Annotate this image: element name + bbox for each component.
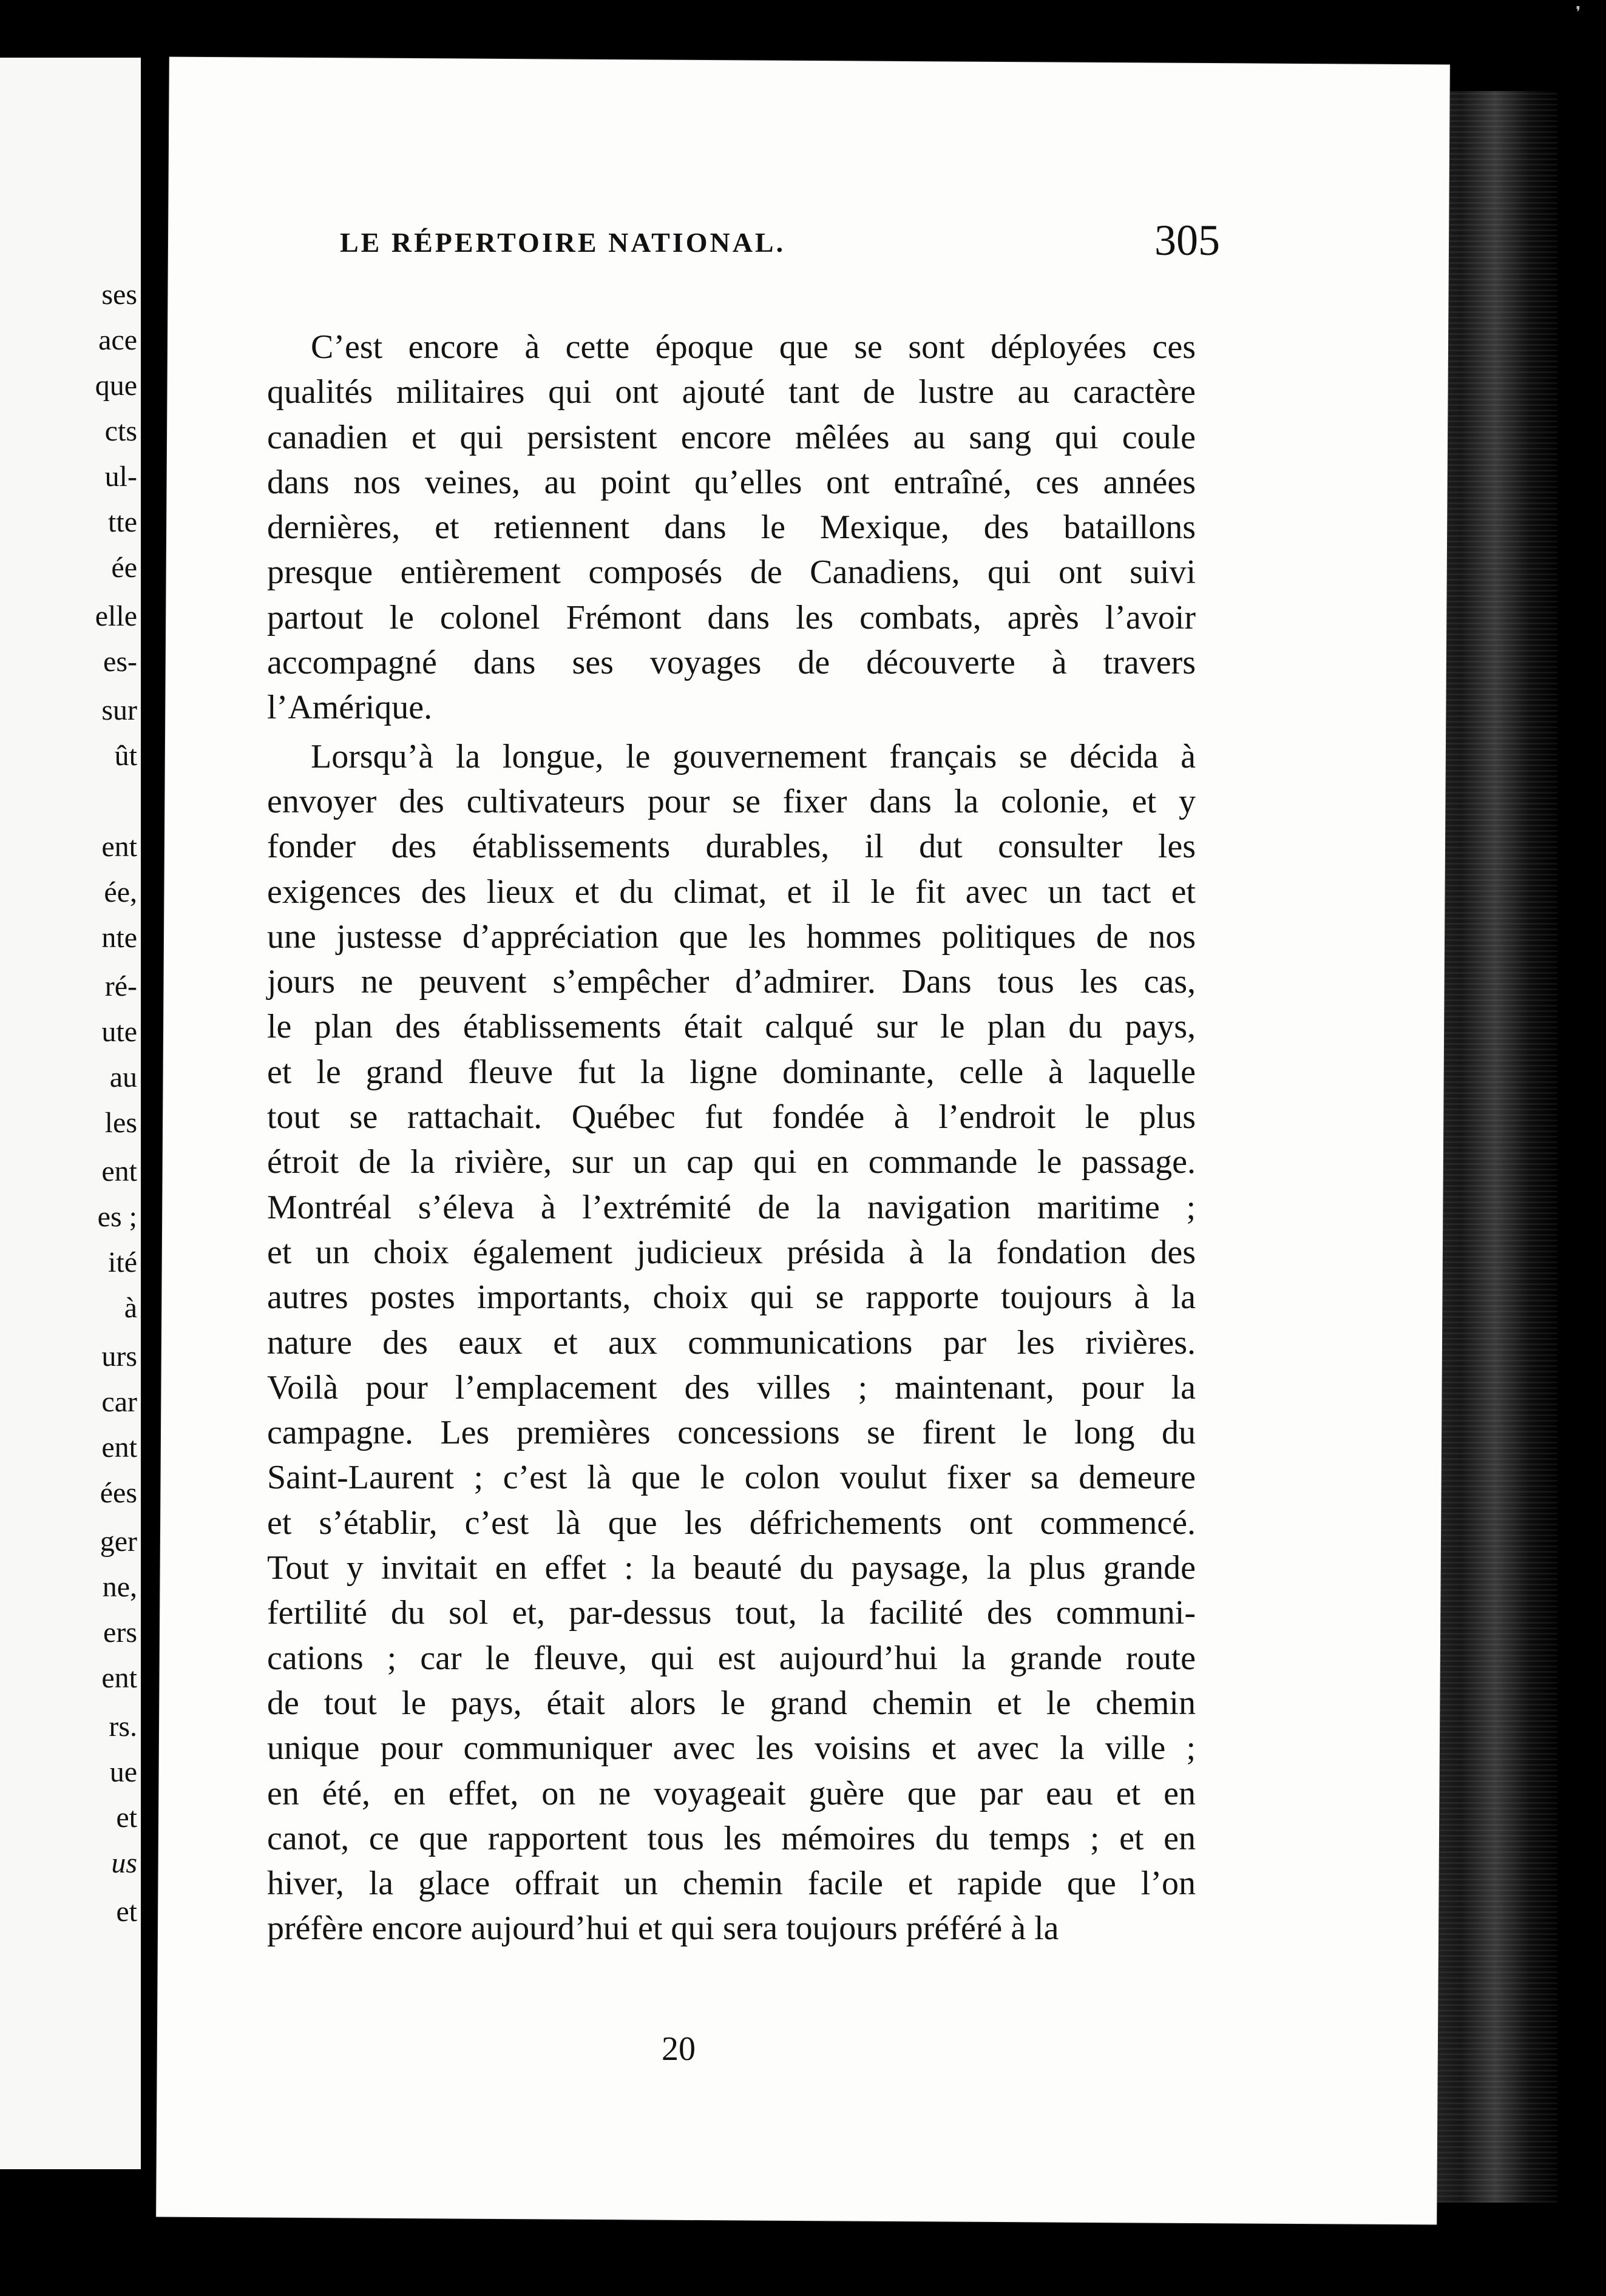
text-line: C’est encore à cette époque que se sont déployées ces — [311, 328, 1196, 366]
text-line: Saint-Laurent ; c’est là que le colon voulut fixer sa demeure — [267, 1459, 1196, 1497]
previous-page-line-fragment: ers — [103, 1616, 137, 1649]
previous-page-line-fragment: es- — [103, 646, 137, 678]
previous-page-line-fragment: elle — [95, 600, 137, 632]
body-text — [267, 325, 1196, 1951]
text-line: partout le colonel Frémont dans les combats, après l’avoir — [267, 598, 1196, 636]
text-line: l’Amérique. — [267, 689, 433, 727]
previous-page-line-fragment: urs — [101, 1340, 137, 1373]
text-line: unique pour communiquer avec les voisins et avec la ville ; — [267, 1729, 1196, 1768]
previous-page-line-fragment: ne, — [102, 1571, 137, 1603]
text-line: envoyer des cultivateurs pour se fixer dans la colonie, et y — [267, 782, 1196, 820]
previous-page-line-fragment: us — [111, 1847, 137, 1879]
previous-page-line-fragment: car — [101, 1386, 137, 1418]
previous-page-edge — [0, 58, 141, 2169]
text-line: en été, en effet, on ne voyageait guère que par eau et en — [267, 1774, 1196, 1812]
text-line: fonder des établissements durables, il dut consulter les — [267, 828, 1196, 866]
text-line: et un choix également judicieux présida à la fondation des — [267, 1233, 1196, 1271]
text-line: tout se rattachait. Québec fut fondée à l’endroit le plus — [267, 1098, 1196, 1136]
page-number: 305 — [1154, 216, 1220, 265]
text-line: Tout y invitait en effet : la beauté du paysage, la plus grande — [267, 1549, 1196, 1587]
previous-page-line-fragment: ent — [101, 831, 137, 863]
text-line: et le grand fleuve fut la ligne dominante, celle à laquelle — [267, 1053, 1196, 1091]
text-line: nature des eaux et aux communications par les rivières. — [267, 1323, 1196, 1362]
page-header — [340, 215, 1250, 270]
previous-page-line-fragment: tte — [108, 506, 137, 538]
previous-page-line-fragment: nte — [101, 922, 137, 954]
text-line: presque entièrement composés de Canadiens, qui ont suivi — [267, 553, 1196, 592]
text-line: dans nos veines, au point qu’elles ont entraîné, ces années — [267, 463, 1196, 501]
text-line: fertilité du sol et, par-dessus tout, la facilité des communi- — [267, 1594, 1196, 1632]
previous-page-line-fragment: ent — [101, 1662, 137, 1694]
text-line: de tout le pays, était alors le grand chemin et le chemin — [267, 1684, 1196, 1722]
previous-page-line-fragment: et — [116, 1896, 137, 1928]
previous-page-line-fragment: les — [104, 1107, 137, 1139]
previous-page-line-fragment: es ; — [97, 1201, 137, 1233]
corner-mark-icon: ❜ — [1576, 4, 1581, 22]
text-line: canot, ce que rapportent tous les mémoires du temps ; et en — [267, 1819, 1196, 1857]
previous-page-line-fragment: ée — [111, 552, 137, 584]
signature-mark: 20 — [662, 2030, 696, 2068]
text-line: Lorsqu’à la longue, le gouvernement français se décida à — [311, 737, 1196, 775]
text-line: cations ; car le fleuve, qui est aujourd’hui la grande route — [267, 1639, 1196, 1677]
text-line: étroit de la rivière, sur un cap qui en commande le passage. — [267, 1143, 1196, 1181]
text-line: qualités militaires qui ont ajouté tant de lustre au caractère — [267, 373, 1196, 411]
previous-page-line-fragment: que — [95, 370, 137, 402]
text-line: accompagné dans ses voyages de découverte à travers — [267, 644, 1196, 682]
running-head: LE RÉPERTOIRE NATIONAL. — [340, 227, 786, 258]
previous-page-line-fragment: ul- — [104, 461, 137, 493]
previous-page-line-fragment: cts — [104, 415, 137, 447]
text-line: préfère encore aujourd’hui et qui sera toujours préféré à la — [267, 1909, 1059, 1948]
previous-page-line-fragment: ute — [101, 1016, 137, 1048]
text-line: exigences des lieux et du climat, et il le fit avec un tact et — [267, 873, 1196, 911]
text-line: Montréal s’éleva à l’extrémité de la navigation maritime ; — [267, 1188, 1196, 1226]
text-line: le plan des établissements était calqué sur le plan du pays, — [267, 1008, 1196, 1046]
previous-page-line-fragment: rs. — [109, 1710, 137, 1743]
previous-page-line-fragment: ace — [98, 324, 137, 356]
previous-page-line-fragment: ées — [100, 1477, 137, 1509]
text-line: une justesse d’appréciation que les hommes politiques de nos — [267, 917, 1196, 956]
previous-page-line-fragment: ré- — [104, 970, 137, 1002]
paragraph — [267, 734, 1196, 1951]
previous-page-line-fragment: ent — [101, 1431, 137, 1464]
text-line: Voilà pour l’emplacement des villes ; maintenant, pour la — [267, 1368, 1196, 1406]
previous-page-line-fragment: ût — [114, 740, 137, 772]
previous-page-line-fragment: ée, — [104, 876, 137, 908]
text-line: canadien et qui persistent encore mêlées au sang qui coule — [267, 418, 1196, 456]
text-line: et s’établir, c’est là que les défrichements ont commencé. — [267, 1504, 1196, 1542]
previous-page-line-fragment: ses — [101, 279, 137, 311]
previous-page-line-fragment: ue — [109, 1756, 137, 1788]
text-line: hiver, la glace offrait un chemin facile et rapide que l’on — [267, 1865, 1196, 1903]
previous-page-line-fragment: au — [109, 1061, 137, 1093]
text-line: autres postes importants, choix qui se rapporte toujours à la — [267, 1278, 1196, 1317]
text-line: campagne. Les premières concessions se firent le long du — [267, 1414, 1196, 1452]
paragraph — [267, 325, 1196, 731]
text-line: dernières, et retiennent dans le Mexique, des bataillons — [267, 508, 1196, 547]
previous-page-line-fragment: à — [124, 1292, 137, 1324]
previous-page-line-fragment: sur — [101, 694, 137, 726]
text-line: jours ne peuvent s’empêcher d’admirer. Dans tous les cas, — [267, 963, 1196, 1001]
previous-page-line-fragment: et — [116, 1801, 137, 1834]
previous-page-line-fragment: ité — [108, 1246, 137, 1278]
previous-page-line-fragment: ent — [101, 1155, 137, 1187]
previous-page-line-fragment: ger — [100, 1525, 137, 1558]
